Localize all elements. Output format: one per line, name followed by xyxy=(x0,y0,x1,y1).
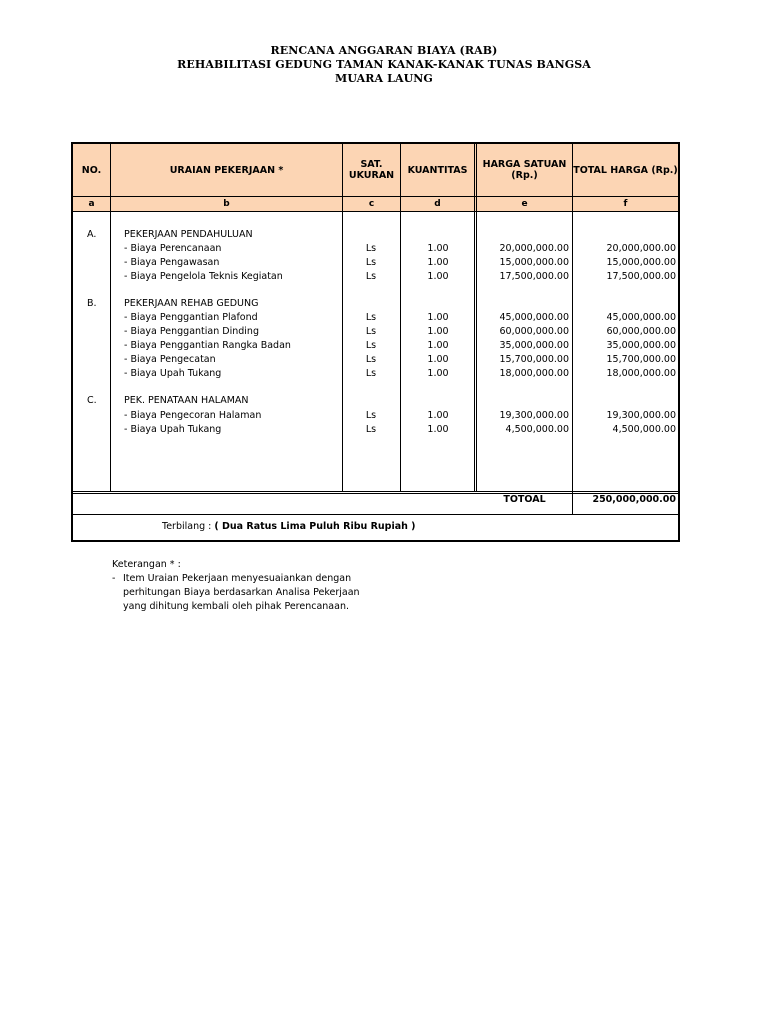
terbilang-label: Terbilang : xyxy=(162,521,215,532)
table-row: - Biaya Pengelola Teknis Kegiatan Ls 1.00 17,500,000.00 17,500,000.00 xyxy=(124,271,676,282)
section-title: PEKERJAAN REHAB GEDUNG xyxy=(124,298,259,309)
section-row-b xyxy=(73,297,678,311)
notes-line: perhitungan Biaya berdasarkan Analisa Pekerjaan xyxy=(123,587,360,598)
subheader-e: e xyxy=(521,199,528,209)
title-line-2: REHABILITASI GEDUNG TAMAN KANAK-KANAK TUNAS BANGSA xyxy=(177,58,591,71)
table-row: - Biaya Pengawasan Ls 1.00 15,000,000.00 15,000,000.00 xyxy=(124,257,676,268)
notes-line: yang dihitung kembali oleh pihak Perencanaan. xyxy=(123,601,349,612)
header-harga-satuan: HARGA SATUAN (Rp.) xyxy=(482,159,567,181)
header-kuantitas: KUANTITAS xyxy=(407,164,468,176)
total-divider-bottom xyxy=(73,514,678,515)
notes-bullet: - xyxy=(112,573,116,584)
subheader-f: f xyxy=(623,199,628,209)
header-satuan: SAT. UKURAN xyxy=(348,159,395,181)
table-row: - Biaya Pengecoran Halaman Ls 1.00 19,300,000.00 19,300,000.00 xyxy=(124,410,676,421)
title-line-3: MUARA LAUNG xyxy=(335,72,433,85)
table-row: - Biaya Upah Tukang Ls 1.00 18,000,000.00 18,000,000.00 xyxy=(124,368,676,379)
table-row: - Biaya Penggantian Plafond Ls 1.00 45,000,000.00 45,000,000.00 xyxy=(124,312,676,323)
header-total-harga: TOTAL HARGA (Rp.) xyxy=(573,164,678,176)
header-no: NO. xyxy=(81,164,102,176)
table-row: - Biaya Penggantian Dinding Ls 1.00 60,000,000.00 60,000,000.00 xyxy=(124,326,676,337)
rab-table xyxy=(71,142,680,542)
subheader-d: d xyxy=(434,199,441,209)
section-title: PEKERJAAN PENDAHULUAN xyxy=(124,229,253,240)
section-number: B. xyxy=(87,298,97,309)
section-number: A. xyxy=(87,229,97,240)
subheader-a: a xyxy=(88,199,95,209)
total-value: 250,000,000.00 xyxy=(592,494,676,505)
table-row: - Biaya Upah Tukang Ls 1.00 4,500,000.00 4,500,000.00 xyxy=(124,424,676,435)
total-divider-top xyxy=(73,491,678,492)
table-row: - Biaya Pengecatan Ls 1.00 15,700,000.00 15,700,000.00 xyxy=(124,354,676,365)
subheader-b: b xyxy=(223,199,230,209)
terbilang-row xyxy=(162,521,416,532)
notes-heading: Keterangan * : xyxy=(112,559,181,570)
terbilang-value: ( Dua Ratus Lima Puluh Ribu Rupiah ) xyxy=(214,521,416,532)
header-uraian: URAIAN PEKERJAAN * xyxy=(169,164,284,176)
section-row-a xyxy=(73,228,678,242)
title-line-1: RENCANA ANGGARAN BIAYA (RAB) xyxy=(270,44,498,57)
table-row: - Biaya Perencanaan Ls 1.00 20,000,000.00 20,000,000.00 xyxy=(124,243,676,254)
subheader-c: c xyxy=(368,199,375,209)
notes-line: Item Uraian Pekerjaan menyesuaiankan dengan xyxy=(123,573,352,584)
section-title: PEK. PENATAAN HALAMAN xyxy=(124,395,249,406)
section-number: C. xyxy=(87,395,97,406)
document-title-block xyxy=(0,44,768,86)
section-row-c xyxy=(73,394,678,408)
table-row: - Biaya Penggantian Rangka Badan Ls 1.00 35,000,000.00 35,000,000.00 xyxy=(124,340,676,351)
total-label: TOTOAL xyxy=(503,494,546,505)
